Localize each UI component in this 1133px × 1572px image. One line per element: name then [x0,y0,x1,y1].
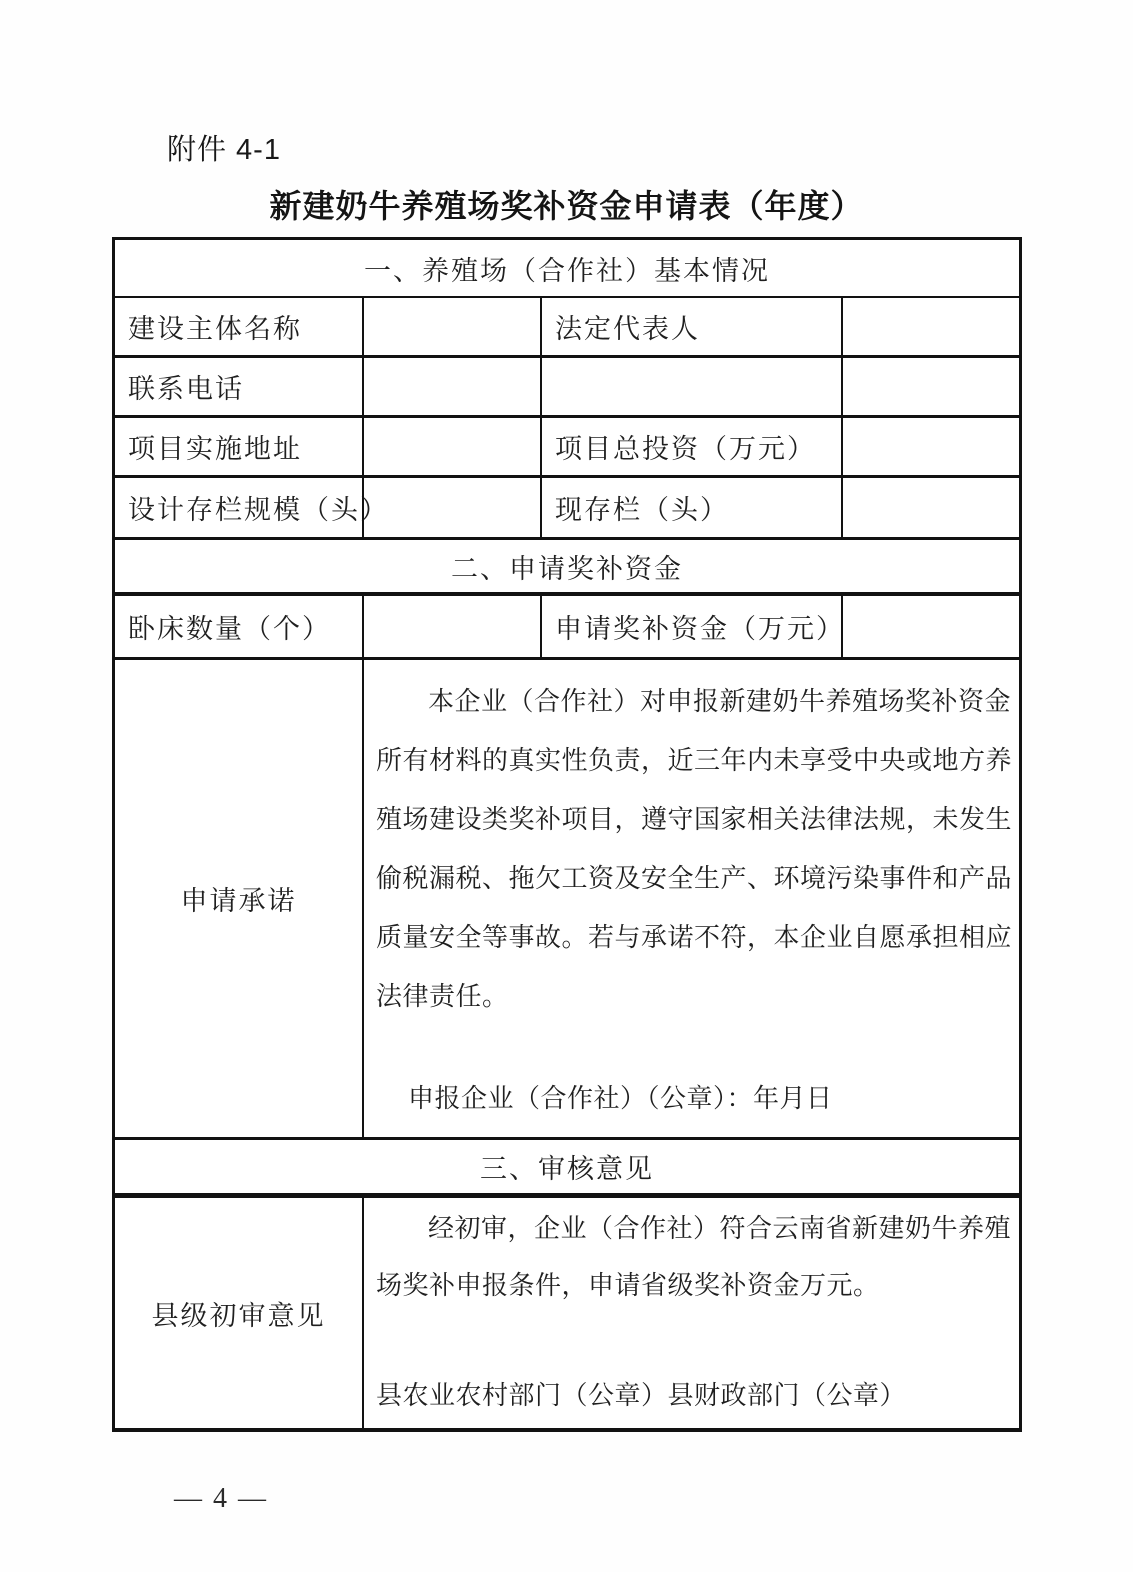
commitment-signature-line: 申报企业（合作社）（公章）：年月日 [408,1084,833,1113]
section-2-header: 二、申请奖补资金 [115,537,1019,592]
label-construction-entity-name: 建设主体名称 [115,296,362,355]
application-form-table [112,237,1022,1432]
value-construction-entity-name [362,296,540,355]
value-current-herd [841,475,1019,537]
county-review-text-cell [362,1193,1019,1428]
value-stall-bed-count [362,592,540,657]
attachment-label: 附件 4-1 [167,134,281,166]
commitment-line: 偷税漏税、拖欠工资及安全生产、环境污染事件和产品 [376,864,1013,893]
value-total-investment [841,415,1019,475]
page-number: — 4 — [174,1483,268,1514]
label-contact-phone: 联系电话 [115,355,362,415]
page-title: 新建奶牛养殖场奖补资金申请表（年度） [269,188,864,224]
label-stall-bed-count: 卧床数量（个） [115,592,362,657]
label-designed-herd-size: 设计存栏规模（头） [115,475,362,537]
commitment-text-cell [362,657,1019,1137]
value-empty [841,355,1019,415]
label-subsidy-amount: 申请奖补资金（万元） [540,592,841,657]
county-review-line: 场奖补申报条件，申请省级奖补资金万元。 [376,1271,880,1300]
value-subsidy-amount [841,592,1019,657]
value-designed-herd-size [362,475,540,537]
section-1-header: 一、养殖场（合作社）基本情况 [364,255,770,286]
label-project-address: 项目实施地址 [115,415,362,475]
label-legal-representative: 法定代表人 [540,296,841,355]
commitment-line: 所有材料的真实性负责，近三年内未享受中央或地方养 [376,746,1013,775]
label-total-investment: 项目总投资（万元） [540,415,841,475]
commitment-line: 殖场建设类奖补项目，遵守国家相关法律法规，未发生 [376,805,1013,834]
value-legal-representative [841,296,1019,355]
label-current-herd: 现存栏（头） [540,475,841,537]
commitment-line: 本企业（合作社）对申报新建奶牛养殖场奖补资金 [428,687,1012,716]
label-application-commitment: 申请承诺 [115,657,362,1137]
value-project-address [362,415,540,475]
commitment-line: 质量安全等事故。若与承诺不符，本企业自愿承担相应 [376,923,1013,952]
county-review-line: 经初审，企业（合作社）符合云南省新建奶牛养殖 [428,1214,1012,1243]
section-3-header: 三、审核意见 [115,1137,1019,1193]
commitment-line: 法律责任。 [376,982,509,1011]
county-stamp-line: 县农业农村部门（公章）县财政部门（公章） [376,1381,907,1410]
value-contact-phone [362,355,540,415]
label-empty [540,355,841,415]
label-county-review-opinion: 县级初审意见 [115,1193,362,1428]
